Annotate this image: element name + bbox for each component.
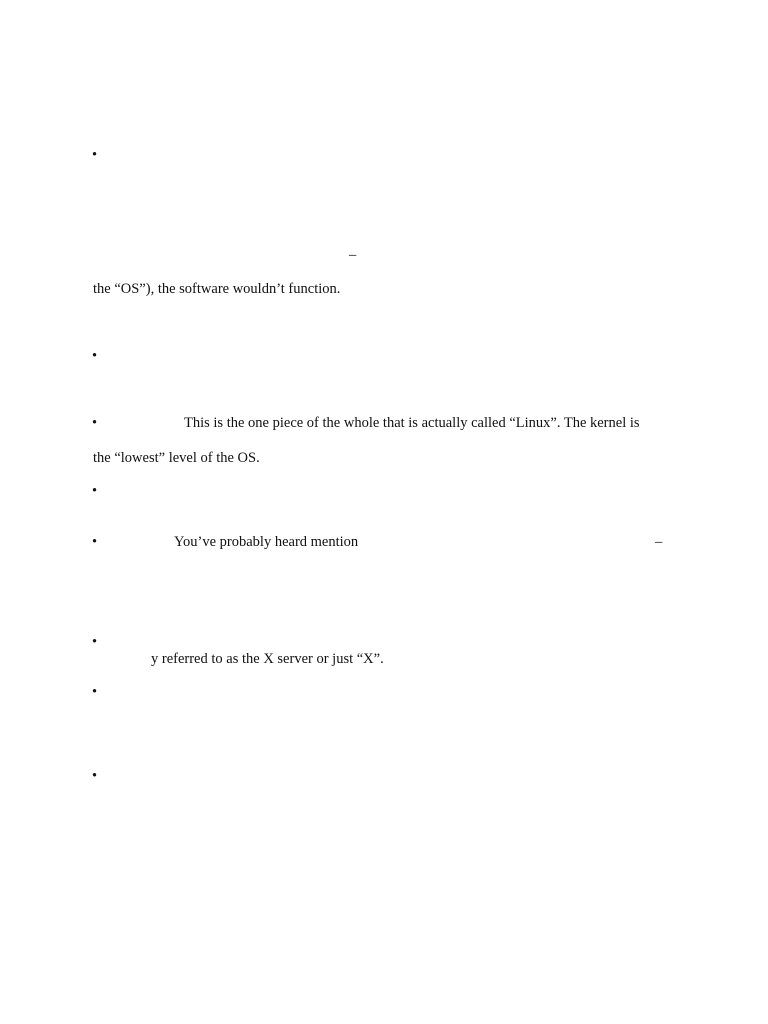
bullet-8: •	[92, 768, 98, 784]
dash-2: –	[655, 534, 663, 550]
text-heard-mention: You’ve probably heard mention	[174, 534, 359, 550]
bullet-4: •	[92, 483, 98, 499]
bullet-1: •	[92, 147, 98, 163]
text-kernel-line-2: the “lowest” level of the OS.	[93, 450, 260, 466]
bullet-2: •	[92, 348, 98, 364]
bullet-6: •	[92, 634, 98, 650]
text-os-function: the “OS”), the software wouldn’t function.	[93, 281, 341, 297]
text-kernel-line-1: This is the one piece of the whole that is actually called “Linux”. The kernel is	[184, 415, 640, 431]
bullet-7: •	[92, 684, 98, 700]
bullet-5: •	[92, 534, 98, 550]
dash-1: –	[349, 247, 357, 263]
bullet-3: •	[92, 415, 98, 431]
text-x-server: y referred to as the X server or just “X”.	[151, 651, 384, 667]
